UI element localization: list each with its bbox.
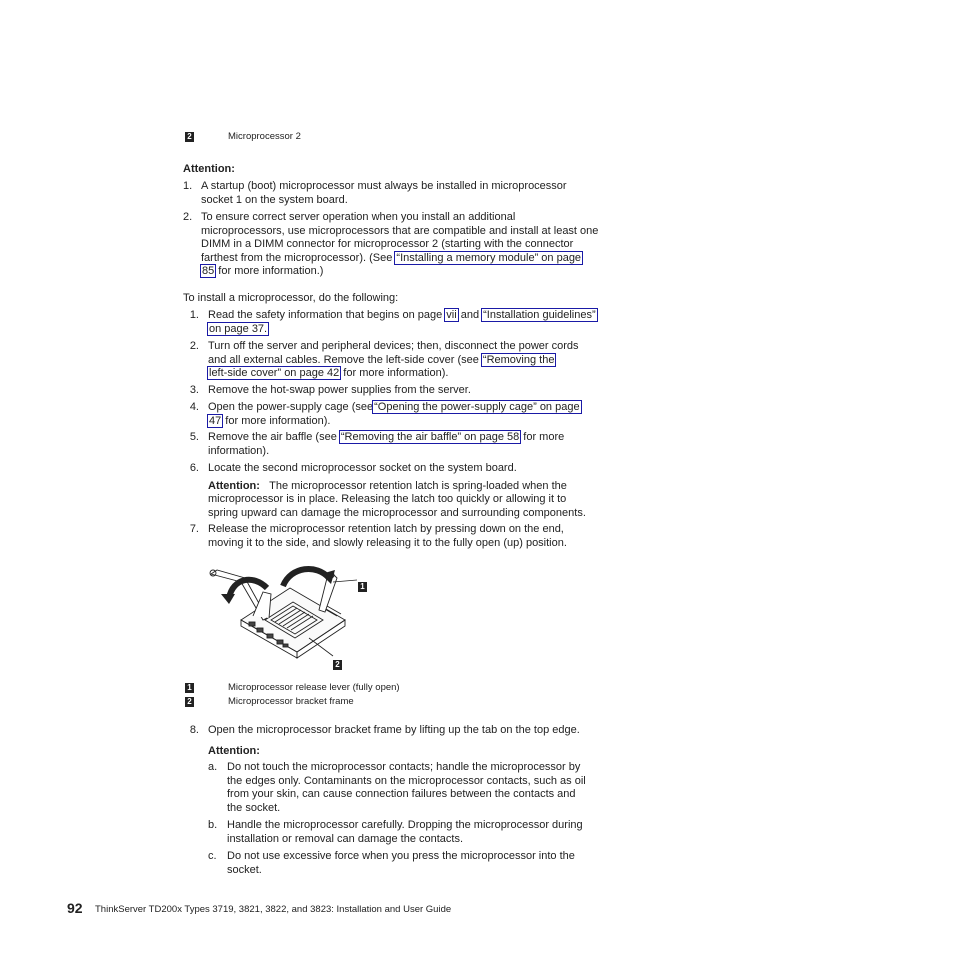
illustration-svg <box>205 560 375 670</box>
attention-heading: Attention: <box>208 479 260 492</box>
attention-sub-c: c. Do not use excessive force when you press the microprocessor into the socket. <box>208 850 575 876</box>
link-removing-air-baffle[interactable]: “Removing the air baffle” on page 58 <box>340 431 520 443</box>
attention-heading: Attention: <box>183 163 235 175</box>
step-8: 8. Open the microprocessor bracket frame by lifting up the tab on the top edge. Attention: <box>189 724 580 757</box>
figure-callout-1: 1 <box>358 576 367 594</box>
step-7: 7. Release the microprocessor retention latch by pressing down on the end, moving it to the side, and slowly releasing it to the fully open (up) position. <box>189 523 567 549</box>
legend-item: 2 <box>185 696 194 708</box>
footer-title: ThinkServer TD200x Types 3719, 3821, 3822, and 3823: Installation and User Guide <box>95 904 452 915</box>
link-page-47[interactable]: 47 <box>209 414 222 427</box>
top-legend <box>185 131 194 143</box>
legend-item-text: Microprocessor bracket frame <box>228 696 354 707</box>
callout-badge: 2 <box>185 132 194 142</box>
step-5: 5. Remove the air baffle (see “Removing the air baffle” on page 58 for more information). <box>189 431 565 457</box>
page-number: 92 <box>67 900 83 916</box>
link-removing-left-side-cover[interactable]: “Removing the <box>482 353 555 366</box>
step-1: 1. Read the safety information that begins on page vii and “Installation guidelines” on page 37. <box>189 309 596 335</box>
intro-text: To install a microprocessor, do the following: <box>183 292 399 304</box>
step-2: 2. Turn off the server and peripheral devices; then, disconnect the power cords and all external cables. Remove the left-side cover (see “Removing the left-side cover” on page 42 for more information). <box>189 340 579 380</box>
attention-sub-a: a. Do not touch the microprocessor contacts; handle the microprocessor by the edges only. Contaminants on the microprocessor contacts, such as oil from your skin, can cause connection failures between the contacts and the socket. <box>208 761 586 814</box>
step-3: 3. Remove the hot-swap power supplies from the server. <box>189 384 471 396</box>
link-page-42[interactable]: left-side cover” on page 42 <box>209 367 340 380</box>
top-legend-text: Microprocessor 2 <box>228 131 301 142</box>
link-page-85[interactable]: 85 <box>202 265 215 278</box>
attention-heading: Attention: <box>208 744 260 757</box>
legend-item: 1 <box>185 682 194 694</box>
attention-item-1: 1. A startup (boot) microprocessor must always be installed in microprocessor socket 1 on the system board. <box>183 180 567 206</box>
attention-item-2: 2. To ensure correct server operation when you install an additional microprocessors, use microprocessors that are compatible and install at least one DIMM in a DIMM connector for microprocessor 2 (starting with the connector farthest from the microprocessor). (See “Installing a memory module” on page 85 for more information.) <box>183 211 599 278</box>
link-opening-power-supply-cage[interactable]: “Opening the power-supply cage” on page <box>374 401 580 413</box>
link-page-vii[interactable]: vii <box>446 309 457 321</box>
attention-sub-b: b. Handle the microprocessor carefully. Dropping the microprocessor during installation or removal can damage the contacts. <box>208 819 583 845</box>
link-page-37[interactable]: on page 37. <box>209 322 268 335</box>
figure-callout-2: 2 <box>333 654 342 672</box>
link-installation-guidelines[interactable]: “Installation guidelines” <box>483 309 596 321</box>
microprocessor-latch-illustration <box>205 560 375 670</box>
step-4: 4. Open the power-supply cage (see“Opening the power-supply cage” on page 47 for more information). <box>189 401 580 427</box>
step-6: 6. Locate the second microprocessor socket on the system board. Attention: The microprocessor retention latch is spring-loaded when the microprocessor is in place. Releasing the latch too quickly or allowing it to spring upward can damage the microprocessor and surrounding components. <box>189 462 586 519</box>
legend-item-text: Microprocessor release lever (fully open) <box>228 682 400 693</box>
link-installing-memory-module[interactable]: “Installing a memory module” on page <box>396 251 582 264</box>
